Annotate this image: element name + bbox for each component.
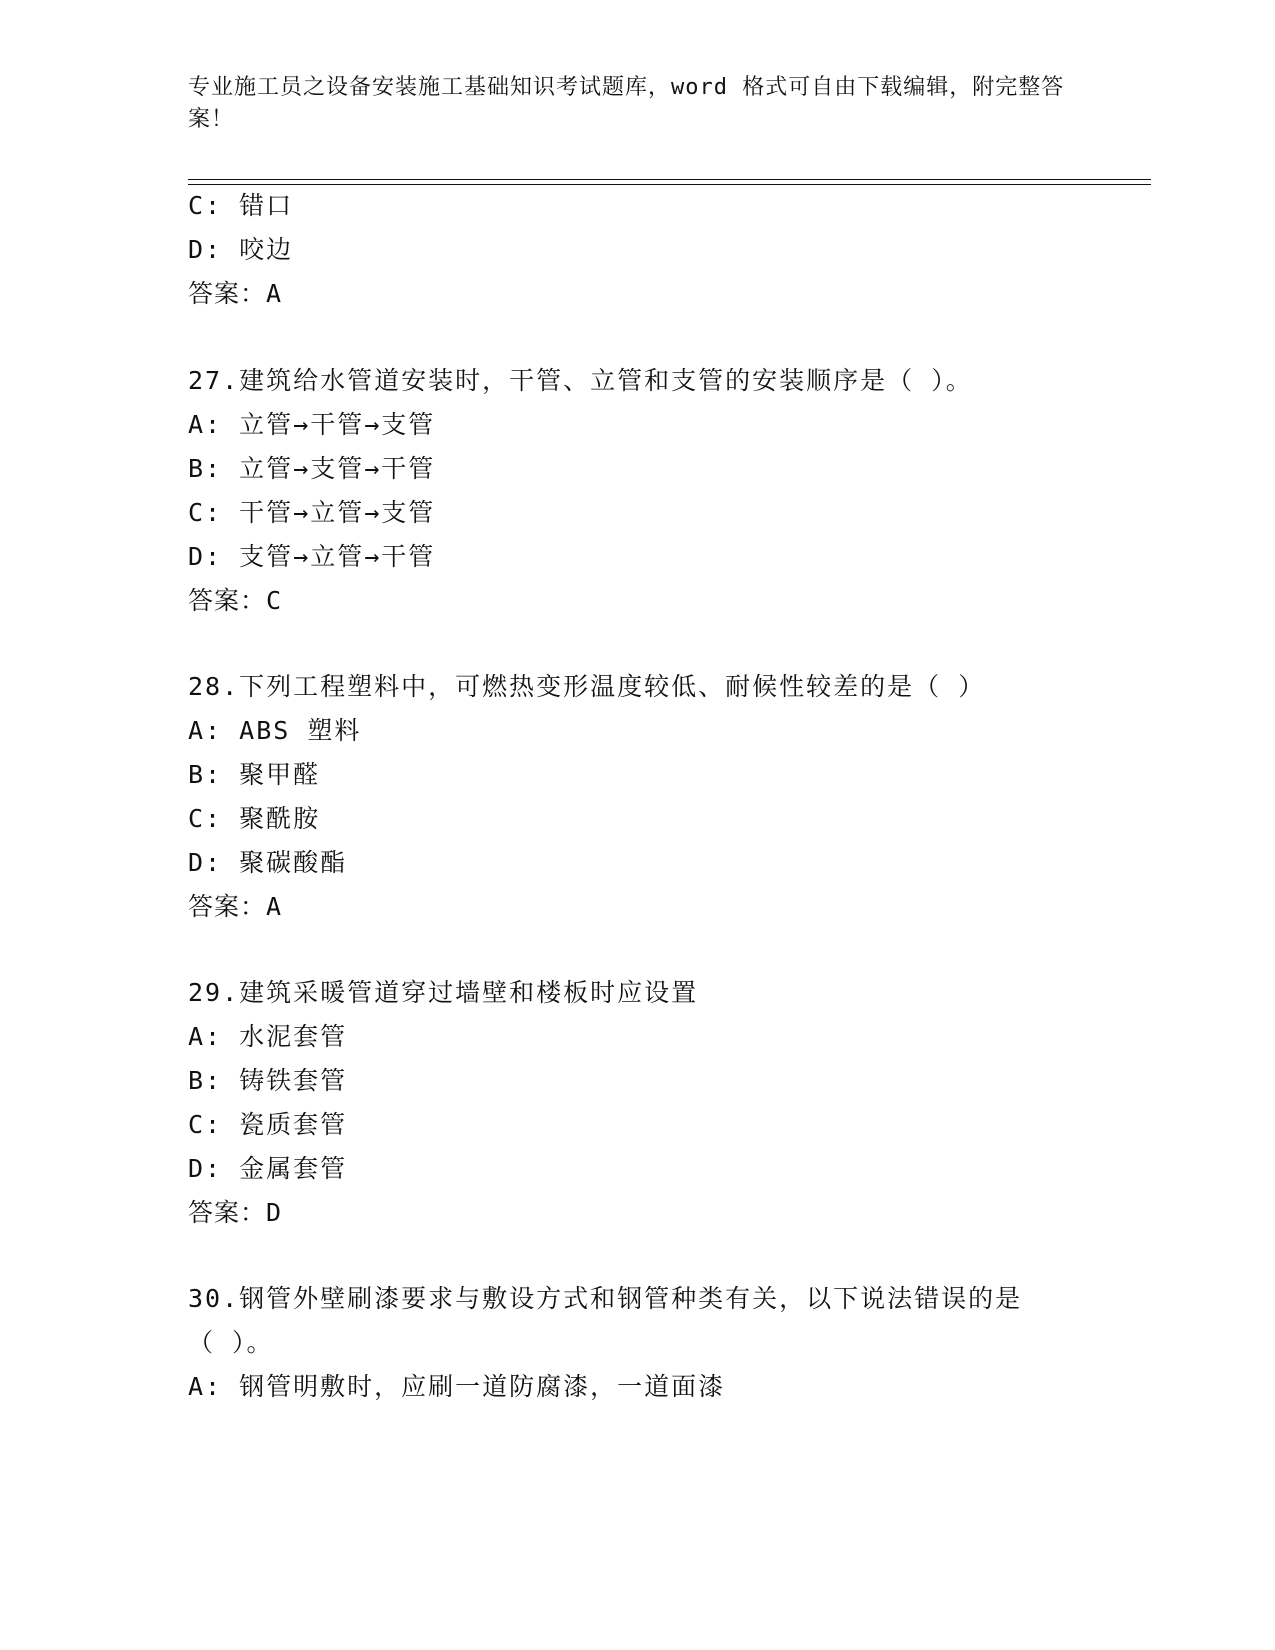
- q26-option-d: D: 咬边: [188, 235, 294, 264]
- q29-option-d: D: 金属套管: [188, 1154, 348, 1183]
- q27-answer: [188, 584, 282, 618]
- q27-option-d: D: 支管→立管→干管: [188, 542, 436, 571]
- q30-stem-line2: （ ）。: [188, 1328, 274, 1357]
- answer-label: 答案：: [188, 892, 267, 921]
- q28-option-b: B: 聚甲醛: [188, 760, 321, 789]
- answer-value: A: [266, 279, 283, 308]
- answer-value: A: [266, 892, 283, 921]
- q28-option-a: A: ABS 塑料: [188, 716, 362, 745]
- q29-option-b: B: 铸铁套管: [188, 1066, 348, 1095]
- q28-answer: [188, 890, 282, 924]
- q28-option-c: C: 聚酰胺: [188, 804, 321, 833]
- q29-option-a: A: 水泥套管: [188, 1022, 348, 1051]
- q29-stem: 29.建筑采暖管道穿过墙壁和楼板时应设置: [188, 978, 699, 1007]
- q27-option-b: B: 立管→支管→干管: [188, 454, 436, 483]
- q26-option-c: C: 错口: [188, 191, 294, 220]
- answer-value: C: [266, 586, 283, 615]
- answer-label: 答案：: [188, 279, 267, 308]
- answer-label: 答案：: [188, 586, 267, 615]
- q26-answer: [188, 277, 282, 311]
- q29-option-c: C: 瓷质套管: [188, 1110, 348, 1139]
- answer-label: 答案：: [188, 1198, 267, 1227]
- header-divider-top: [188, 179, 1151, 180]
- q28-stem: 28.下列工程塑料中，可燃热变形温度较低、耐候性较差的是（ ）: [188, 672, 986, 701]
- q30-stem-line1: 30.钢管外壁刷漆要求与敷设方式和钢管种类有关，以下说法错误的是: [188, 1284, 1023, 1313]
- q30-option-a: A: 钢管明敷时，应刷一道防腐漆，一道面漆: [188, 1372, 726, 1401]
- q29-answer: [188, 1196, 282, 1230]
- header-divider-bottom: [188, 184, 1151, 185]
- page-header: 专业施工员之设备安装施工基础知识考试题库，word 格式可自由下载编辑，附完整答案！: [188, 75, 1065, 132]
- answer-value: D: [266, 1198, 283, 1227]
- q27-option-c: C: 干管→立管→支管: [188, 498, 436, 527]
- q27-option-a: A: 立管→干管→支管: [188, 410, 436, 439]
- q27-stem: 27.建筑给水管道安装时，干管、立管和支管的安装顺序是（ ）。: [188, 366, 973, 395]
- q28-option-d: D: 聚碳酸酯: [188, 848, 348, 877]
